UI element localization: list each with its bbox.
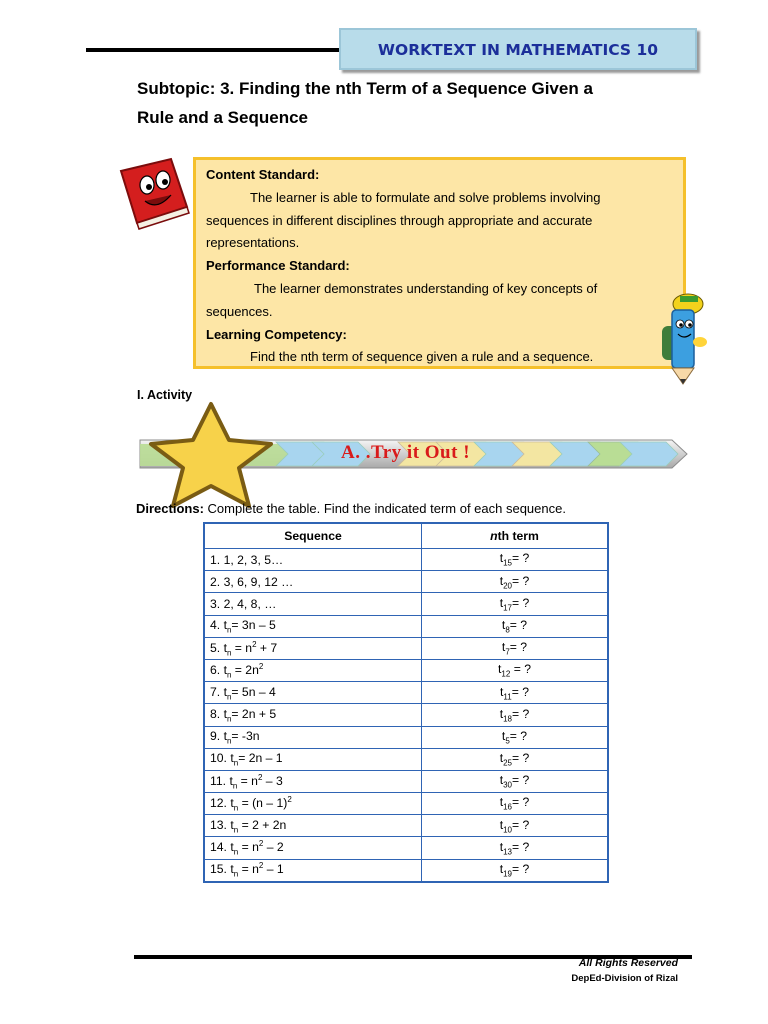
- sequence-cell: 5. $t_n = n^2 + 7$: [204, 637, 422, 659]
- learning-competency-text: Find the nth term of sequence given a rule and a sequence.: [250, 349, 594, 365]
- sequence-header: Sequence: [204, 523, 422, 549]
- performance-standard-heading: Performance Standard:: [206, 258, 350, 274]
- header-box: [339, 28, 697, 70]
- nth-term-cell: $t_5=$ ?: [422, 726, 609, 748]
- table-row: [204, 704, 608, 726]
- table-row: [204, 615, 608, 637]
- nth-term-cell: $t_{11}=$ ?: [422, 682, 609, 704]
- standards-box: [193, 157, 686, 369]
- book-mascot-icon: [115, 155, 195, 233]
- nth-term-header: nth term: [422, 523, 609, 549]
- nth-term-cell: $t_{16}=$ ?: [422, 793, 609, 815]
- table-row: [204, 815, 608, 837]
- sequence-cell: 14. $t_n = n^2 - 2$: [204, 837, 422, 859]
- table-row: [204, 659, 608, 681]
- nth-term-cell: $t_{12}$ = ?: [422, 659, 609, 681]
- performance-standard-text: The learner demonstrates understanding of key concepts of: [254, 280, 598, 296]
- sequence-cell: 1. 1, 2, 3, 5…: [204, 549, 422, 571]
- table-row: [204, 748, 608, 770]
- sequence-cell: 8. $t_n= 2n + 5$: [204, 704, 422, 726]
- table-row: [204, 859, 608, 882]
- header-title: WORKTEXT IN MATHEMATICS 10: [377, 41, 659, 59]
- nth-term-cell: $t_{30}=$ ?: [422, 770, 609, 792]
- sequence-cell: 13. $t_n = 2 + 2n$: [204, 815, 422, 837]
- nth-term-cell: $t_{25}=$ ?: [422, 748, 609, 770]
- performance-standard-text: sequences.: [206, 303, 273, 319]
- nth-term-cell: $t_{18}=$ ?: [422, 704, 609, 726]
- sequence-cell: 4. $t_n= 3n - 5$: [204, 615, 422, 637]
- nth-term-cell: $t_{15}=$ ?: [422, 549, 609, 571]
- table-row: [204, 770, 608, 792]
- sequence-cell: 11. $t_n = n^2 - 3$: [204, 770, 422, 792]
- directions: [136, 501, 566, 516]
- nth-term-cell: $t_7=$ ?: [422, 637, 609, 659]
- sequence-cell: 2. 3, 6, 9, 12 …: [204, 571, 422, 593]
- nth-term-cell: $t_{10}=$ ?: [422, 815, 609, 837]
- sequence-cell: 6. $t_n = 2n^2$: [204, 659, 422, 681]
- nth-term-cell: $t_{20}=$ ?: [422, 571, 609, 593]
- subtopic-line-1: Subtopic: 3. Finding the nth Term of a Sequence Given a: [137, 79, 593, 98]
- rights-text: All Rights Reserved: [578, 957, 678, 969]
- pencil-mascot-icon: [652, 290, 714, 388]
- nth-term-cell: $t_8=$ ?: [422, 615, 609, 637]
- sequence-cell: 12. $t_n = (n - 1)^2$: [204, 793, 422, 815]
- table-row: [204, 726, 608, 748]
- sequence-cell: 15. $t_n = n^2 - 1$: [204, 859, 422, 882]
- activity-heading: I. Activity: [137, 388, 193, 402]
- subtopic-line-2: Rule and a Sequence: [137, 108, 308, 127]
- table-row: [204, 837, 608, 859]
- table-row: [204, 571, 608, 593]
- table-row: [204, 549, 608, 571]
- table-row: [204, 637, 608, 659]
- nth-term-cell: $t_{17}=$ ?: [422, 593, 609, 615]
- learning-competency-heading: Learning Competency:: [206, 326, 347, 342]
- content-standard-heading: Content Standard:: [206, 167, 320, 182]
- division-text: DepEd-Division of Rizal: [571, 973, 678, 984]
- sequence-cell: 10. $t_n= 2n - 1$: [204, 748, 422, 770]
- nth-term-cell: $t_{13}=$ ?: [422, 837, 609, 859]
- directions-label: Directions:: [136, 501, 204, 516]
- directions-text: Complete the table. Find the indicated term of each sequence.: [203, 501, 566, 516]
- content-standard-text: representations.: [206, 235, 300, 251]
- table-row: [204, 793, 608, 815]
- content-standard-text: The learner is able to formulate and solve problems involving: [250, 189, 601, 205]
- sequence-cell: 9. $t_n= -3n$: [204, 726, 422, 748]
- sequence-cell: 7. $t_n= 5n - 4$: [204, 682, 422, 704]
- table-header-row: [204, 523, 608, 549]
- header-rule: [86, 48, 346, 52]
- nth-term-cell: $t_{19}=$ ?: [422, 859, 609, 882]
- table-row: [204, 593, 608, 615]
- subtopic-title: [137, 74, 697, 132]
- star-icon: [151, 404, 271, 506]
- sequence-table: [203, 522, 609, 883]
- content-standard-text: sequences in different disciplines through appropriate and accurate: [206, 212, 593, 228]
- sequence-cell: 3. 2, 4, 8, …: [204, 593, 422, 615]
- table-row: [204, 682, 608, 704]
- try-it-out-label: A. .Try it Out !: [341, 442, 471, 463]
